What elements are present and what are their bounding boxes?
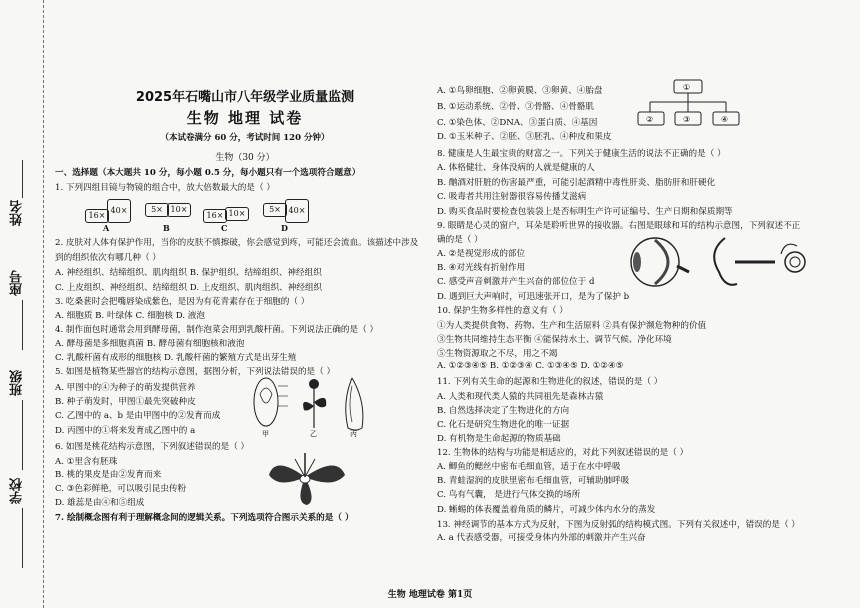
plant-leaf — [314, 398, 326, 408]
page-footer: 生物 地理试卷 第1页 — [387, 590, 473, 600]
question-line: ③生物共同维持生态平衡 ④能保持水土、调节气候、净化环境 — [437, 335, 672, 345]
question-line: D. 购买食品时要检查包装袋上是否标明生产许可证编号、生产日期和保质期等 — [437, 207, 733, 217]
seat-line — [22, 300, 23, 350]
q6-flower-figure — [255, 447, 360, 507]
exam-note: （本试卷满分 60 分，考试时间 120 分钟） — [160, 133, 330, 143]
fig-label-bing: 丙 — [350, 430, 357, 438]
concept-node-3-label: ③ — [683, 115, 691, 124]
section-score: 生物（30 分） — [215, 153, 275, 163]
question-line: C. 鸟有气囊， 是进行气体交换的场所 — [437, 490, 581, 500]
question-line: A. ①②③④⑤ B. ①②③④ C. ①③④⑤ D. ①②④⑤ — [437, 361, 624, 371]
school-line — [22, 508, 23, 568]
question-line: C. 感受声音刺激并产生兴奋的部位位于 d — [437, 277, 595, 287]
question-line: D. 有机物是生命起源的物质基础 — [437, 434, 561, 444]
exam-title: 2025年石嘴山市八年级学业质量监测 — [135, 90, 355, 105]
question-line: A. 人类和现代类人猿的共同祖先是森林古猿 — [437, 392, 604, 402]
concept-node-4-label: ④ — [721, 115, 729, 124]
question-line: B. 酗酒对肝脏的伤害最严重，可能引起酒精中毒性肝炎、脂肪肝和肝硬化 — [437, 178, 716, 188]
question-line: D. 雄蕊是由④和⑤组成 — [55, 498, 145, 508]
petal-right — [305, 465, 345, 482]
question-line: 7. 绘制概念图有利于理解概念间的逻辑关系。下列选项符合图示关系的是（ ） — [55, 513, 354, 523]
question-line: A. ①里含有胚珠 — [55, 457, 118, 467]
question-line: 9. 眼睛是心灵的窗户，耳朵是聆听世界的接收器。右图是眼球和耳的结构示意图，下列叙述不正 — [437, 221, 801, 231]
question-line: 12. 生物体的结构与功能是相适应的，对此下列叙述错误的是（ ） — [437, 448, 689, 458]
class-line — [22, 400, 23, 470]
q1-lens-figure — [85, 193, 315, 233]
question-line: B. 桃的果皮是由②发育而来 — [55, 470, 162, 480]
question-line: ①为人类提供食物、药物、生产和生活原料 ②具有保护濒危物种的价值 — [437, 321, 707, 331]
q5-plant-figure — [248, 372, 370, 438]
lens-group-c — [203, 193, 248, 231]
plant-leaf — [303, 402, 314, 411]
group-label-d: D — [281, 223, 288, 233]
lens-group-a — [85, 193, 130, 231]
fig-label-yi: 乙 — [310, 430, 317, 438]
question-line: 3. 吃桑葚时会把嘴唇染成紫色，是因为有花青素存在于细胞的（ ） — [55, 297, 310, 307]
question-line: 8. 健康是人生最宝贵的财富之一。下列关于健康生活的说法不正确的是（ ） — [437, 149, 726, 159]
cochlea-inner — [790, 257, 800, 267]
bud-diagram — [346, 378, 363, 430]
question-line: 4. 制作面包时通常会用到酵母菌，制作泡菜会用到乳酸杆菌。下列说法正确的是（ ） — [55, 325, 379, 335]
question-line: 一、选择题（本大题共 10 分，每小题 0.5 分，每小题只有一个选项符合题意） — [55, 168, 361, 178]
question-line: 到的组织依次有哪几种（ ） — [55, 253, 161, 263]
question-line: C. 乙图中的 a、b 是由甲图中的②发育而成 — [55, 411, 221, 421]
eyepiece-d: 5× — [263, 203, 287, 217]
eye-retina — [655, 240, 668, 284]
group-label-b: B — [163, 223, 170, 233]
objective-d: 40× — [285, 199, 309, 223]
binding-dashed-line — [43, 0, 44, 608]
question-line: 确的是（ ） — [437, 235, 483, 245]
question-line: C. 化石是研究生物进化的唯一证据 — [437, 420, 570, 430]
question-line: A. 酵母菌是多细胞真菌 B. 酵母菌有细胞核和液泡 — [55, 339, 245, 349]
question-line: C. 上皮组织、神经组织、结缔组织 D. 上皮组织、肌肉组织、神经组织 — [55, 283, 323, 293]
cochlea — [785, 252, 805, 272]
question-line: B. 自然选择决定了生物进化的方向 — [437, 406, 570, 416]
question-line: B. ①运动系统、②骨、③骨骼、④骨骼肌 — [437, 102, 594, 112]
question-line: A. 鲫鱼的鳃丝中密布毛细血管，适于在水中呼吸 — [437, 462, 621, 472]
question-line: A. ①鸟卵细胞、②卵黄膜、③卵黄、④胎盘 — [437, 86, 603, 96]
eye-lens — [633, 252, 641, 272]
q9-eye-ear-figure — [625, 232, 825, 292]
question-line: A. 细胞质 B. 叶绿体 C. 细胞核 D. 液泡 — [55, 311, 205, 321]
question-line: 1. 下列四组目镜与物镜的组合中，放大倍数最大的是（ ） — [55, 183, 275, 193]
question-line: C. 乳酸杆菌有成形的细胞核 D. 乳酸杆菌的繁殖方式是出芽生殖 — [55, 353, 297, 363]
name-line — [22, 160, 23, 198]
eyepiece-a: 16× — [85, 209, 109, 223]
group-label-c: C — [221, 223, 228, 233]
class-label: 班级 — [10, 370, 25, 396]
objective-a: 40× — [107, 199, 131, 223]
question-line: B. 种子萌发时，甲图①最先突破种皮 — [55, 397, 196, 407]
objective-c: 10× — [225, 207, 249, 221]
question-line: A. a 代表感受器，可接受身体内外部的刺激并产生兴奋 — [437, 533, 646, 543]
question-line: A. ②是视觉形成的部位 — [437, 249, 526, 259]
question-line: 13. 神经调节的基本方式为反射，下图为反射弧的结构模式图。下列有关叙述中，错误的是（ ） — [437, 520, 800, 530]
plant-bud — [309, 379, 319, 389]
concept-node-1-label: ① — [683, 83, 691, 92]
ear-outer — [714, 238, 737, 285]
school-label: 学校 — [10, 478, 25, 504]
question-line: 6. 如图是桃花结构示意图，下列叙述错误的是（ ） — [55, 442, 250, 452]
name-label: 姓名 — [10, 200, 25, 226]
seed-diagram — [254, 378, 278, 426]
question-line: A. 甲图中的④为种子的萌发提供营养 — [55, 383, 196, 393]
question-line: D. 丙图中的①将来发育成乙图中的 a — [55, 426, 196, 436]
q7-concept-diagram — [636, 78, 742, 130]
objective-b: 10× — [167, 203, 191, 217]
concept-node-2-label: ② — [646, 115, 654, 124]
fig-label-jia: 甲 — [262, 430, 269, 438]
question-line: C. ③色彩鲜艳，可以吸引昆虫传粉 — [55, 484, 187, 494]
eyepiece-b: 5× — [145, 203, 169, 217]
seat-label: 座号 — [10, 270, 25, 296]
question-line: A. 体格健壮、身体没病的人就是健康的人 — [437, 163, 595, 173]
optic-nerve — [677, 266, 689, 272]
question-line: 5. 如图是植物某些器官的结构示意图，据图分析，下列说法错误的是（ ） — [55, 367, 336, 377]
question-line: ⑤生物资源取之不尽，用之不竭 — [437, 349, 558, 359]
question-line: B. 青蛙湿润的皮肤里密布毛细血管，可辅助肺呼吸 — [437, 476, 630, 486]
question-line: C. ①染色体、②DNA、③蛋白质、④基因 — [437, 118, 598, 128]
bud-inner — [350, 386, 352, 422]
question-line: C. 吸毒者共用注射器很容易传播艾滋病 — [437, 192, 587, 202]
eyepiece-c: 16× — [203, 209, 227, 223]
question-line: 10. 保护生物多样性的意义有（ ） — [437, 306, 568, 316]
lens-group-d — [263, 193, 308, 231]
question-line: D. ①玉米种子、②胚、③胚乳、④种皮和果皮 — [437, 132, 612, 142]
question-line: D. 蜥蜴的体表覆盖着角质的鳞片，可减少体内水分的蒸发 — [437, 505, 656, 515]
question-line: D. 遇到巨大声响时，可迅速张开口，是为了保护 b — [437, 292, 630, 302]
seed-embryo — [260, 388, 272, 403]
question-line: 2. 皮肤对人体有保护作用，当你的皮肤不慎擦破，你会感觉到疼，可能还会流血。该描述中涉及 — [55, 238, 419, 248]
lens-group-b — [145, 193, 190, 231]
question-line: A. 神经组织、结缔组织、肌肉组织 B. 保护组织、结缔组织、神经组织 — [55, 268, 322, 278]
group-label-a: A — [103, 223, 110, 233]
question-line: 11. 下列有关生命的起源和生物进化的叙述，错误的是（ ） — [437, 377, 663, 387]
exam-subtitle: 生物 地理 试卷 — [186, 109, 304, 127]
question-line: B. ④对光线有折射作用 — [437, 263, 526, 273]
